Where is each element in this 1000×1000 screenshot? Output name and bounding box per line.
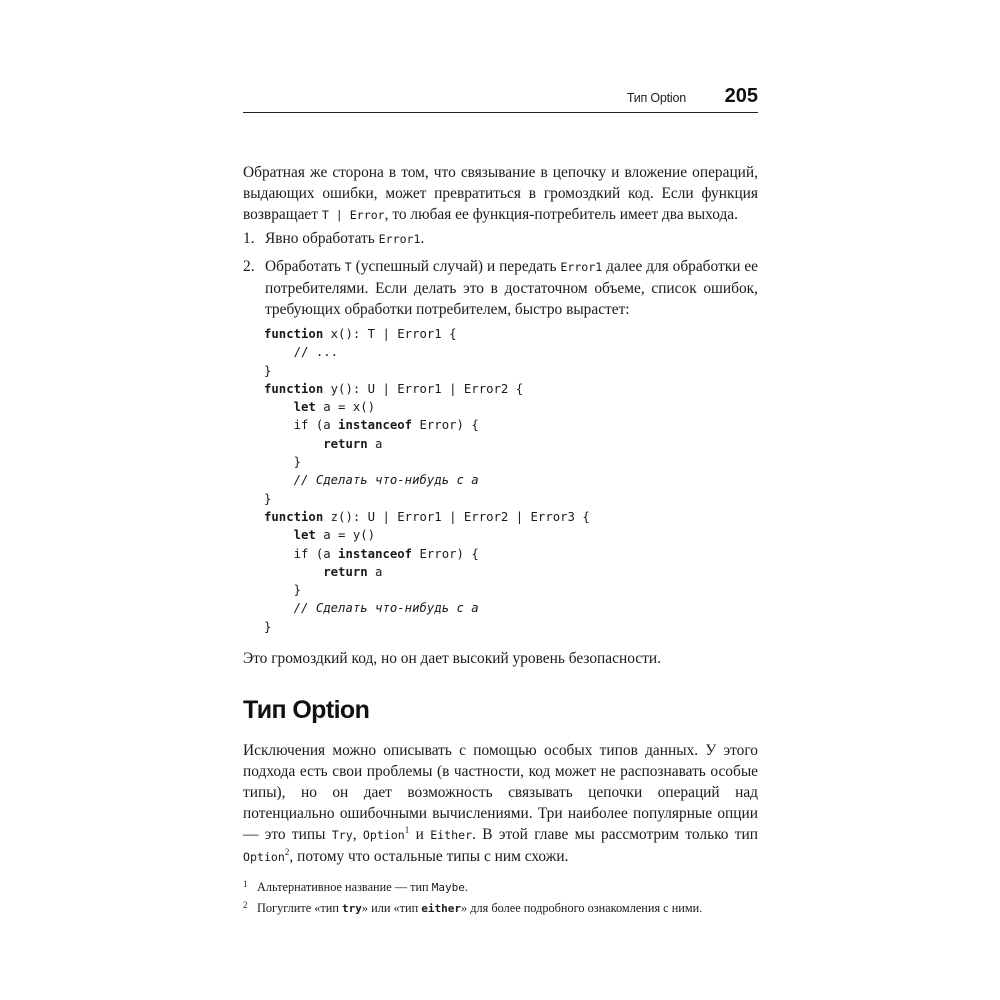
code-comment: // Сделать что-нибудь с a bbox=[293, 473, 479, 488]
code-text: a bbox=[367, 436, 383, 451]
paragraph-3-separator-1: , bbox=[352, 826, 363, 843]
code-keyword: function bbox=[264, 509, 324, 524]
footnote-number-1: 1 bbox=[243, 879, 248, 889]
code-line bbox=[264, 435, 758, 453]
code-text: a = y() bbox=[315, 528, 376, 543]
inline-code-try: Try bbox=[331, 828, 353, 842]
code-keyword: instanceof bbox=[338, 418, 413, 433]
running-header bbox=[243, 84, 758, 113]
paragraph-3-separator-2: и bbox=[409, 826, 431, 843]
code-text: } bbox=[264, 363, 272, 378]
footnotes bbox=[243, 877, 758, 919]
code-line bbox=[264, 618, 758, 636]
code-keyword: return bbox=[323, 564, 368, 579]
footnote-number-2: 2 bbox=[243, 900, 248, 910]
code-text: Error) { bbox=[412, 546, 479, 561]
footnote-2-text-b: » или «тип bbox=[361, 901, 422, 915]
code-line bbox=[264, 325, 758, 343]
code-line bbox=[264, 398, 758, 416]
footnote-2 bbox=[243, 898, 758, 919]
section-heading: Тип Option bbox=[243, 696, 370, 724]
inline-code-option: Option bbox=[362, 828, 405, 842]
footnote-2-text-a: Погуглите «тип bbox=[257, 901, 343, 915]
code-keyword: instanceof bbox=[338, 546, 413, 561]
list-item-1-text: Явно обработать bbox=[265, 230, 379, 247]
list-item-1-end: . bbox=[420, 230, 425, 247]
code-line bbox=[264, 416, 758, 434]
code-line bbox=[264, 380, 758, 398]
code-line bbox=[264, 362, 758, 380]
code-keyword: function bbox=[264, 381, 324, 396]
inline-code-maybe: Maybe bbox=[431, 881, 465, 894]
code-line bbox=[264, 599, 758, 617]
list-number-2: 2. bbox=[243, 258, 255, 275]
running-header-title: Тип Option bbox=[626, 91, 686, 105]
paragraph-3 bbox=[243, 740, 758, 868]
numbered-list-item-1 bbox=[243, 228, 758, 250]
list-item-2-text-c: далее для обработки ее потребителями. Если делать это в достаточном объеме, список ошибок, требующих обработки потребителем, быстро вырастет: bbox=[265, 258, 758, 318]
code-line bbox=[264, 581, 758, 599]
code-line bbox=[264, 343, 758, 361]
code-block bbox=[264, 325, 758, 636]
code-line bbox=[264, 490, 758, 508]
inline-code-either-lower: either bbox=[421, 902, 462, 915]
code-comment: // Сделать что-нибудь с a bbox=[293, 601, 479, 616]
paragraph-1-text-b: , то любая ее функция-потребитель имеет два выхода. bbox=[384, 206, 738, 223]
list-item-2-text-b: (успешный случай) и передать bbox=[351, 258, 561, 275]
inline-code-try-lower: try bbox=[342, 902, 362, 915]
code-text: a bbox=[367, 564, 383, 579]
code-line bbox=[264, 563, 758, 581]
code-comment: // ... bbox=[264, 345, 339, 360]
footnote-ref-2[interactable]: 2 bbox=[284, 846, 290, 857]
code-text: } bbox=[264, 455, 302, 470]
footnote-2-text-c: » для более подробного ознакомления с ними. bbox=[461, 901, 703, 915]
inline-code-either: Either bbox=[430, 828, 473, 842]
code-text: z(): U | Error1 | Error2 | Error3 { bbox=[323, 509, 590, 524]
code-keyword: let bbox=[293, 528, 316, 543]
code-text: if (a bbox=[293, 418, 339, 433]
code-text: Error) { bbox=[412, 418, 479, 433]
code-line bbox=[264, 471, 758, 489]
paragraph-1 bbox=[243, 162, 758, 226]
code-line bbox=[264, 526, 758, 544]
numbered-list-item-2 bbox=[243, 256, 758, 320]
list-item-2-text-a: Обработать bbox=[265, 258, 345, 275]
code-line bbox=[264, 508, 758, 526]
code-text: } bbox=[264, 619, 272, 634]
footnote-ref-1[interactable]: 1 bbox=[404, 824, 410, 835]
paragraph-1-text-a: Обратная же сторона в том, что связывание в цепочку и вложение операций, выдающих ошибки, может превратиться в громоздкий код. Если функция возвращает bbox=[243, 164, 758, 223]
inline-code-t-error: T | Error bbox=[321, 208, 385, 222]
code-keyword: let bbox=[293, 400, 316, 415]
inline-code-option-2: Option bbox=[243, 850, 285, 864]
code-text: a = x() bbox=[315, 400, 376, 415]
code-keyword: function bbox=[264, 327, 324, 341]
code-line bbox=[264, 545, 758, 563]
code-text: if (a bbox=[293, 546, 339, 561]
code-keyword: return bbox=[323, 436, 368, 451]
inline-code-t: T bbox=[344, 260, 352, 274]
code-line bbox=[264, 453, 758, 471]
footnote-1-text: Альтернативное название — тип bbox=[257, 880, 432, 894]
paragraph-2: Это громоздкий код, но он дает высокий уровень безопасности. bbox=[243, 650, 661, 667]
code-text: x(): T | Error1 { bbox=[323, 327, 457, 341]
inline-code-error1: Error1 bbox=[378, 232, 421, 246]
paragraph-3-text-a: Исключения можно описывать с помощью особых типов данных. У этого подхода есть свои проблемы (в частности, код может не распознавать особые типы), но он дает возможность связывать цепочки операций над потенциально ошибочными вычислениями. Три наиболее популярные опции — это типы bbox=[243, 742, 758, 843]
code-text: y(): U | Error1 | Error2 { bbox=[323, 381, 524, 396]
footnote-1 bbox=[243, 877, 758, 898]
footnote-1-end: . bbox=[464, 880, 468, 894]
inline-code-error1-2: Error1 bbox=[560, 260, 603, 274]
code-text: } bbox=[264, 491, 272, 506]
paragraph-3-text-b: . В этой главе мы рассмотрим только тип bbox=[472, 826, 759, 843]
paragraph-3-text-c: , потому что остальные типы с ним схожи. bbox=[289, 848, 569, 865]
list-number-1: 1. bbox=[243, 230, 255, 247]
code-text: } bbox=[264, 583, 302, 598]
page-number: 205 bbox=[724, 85, 758, 107]
